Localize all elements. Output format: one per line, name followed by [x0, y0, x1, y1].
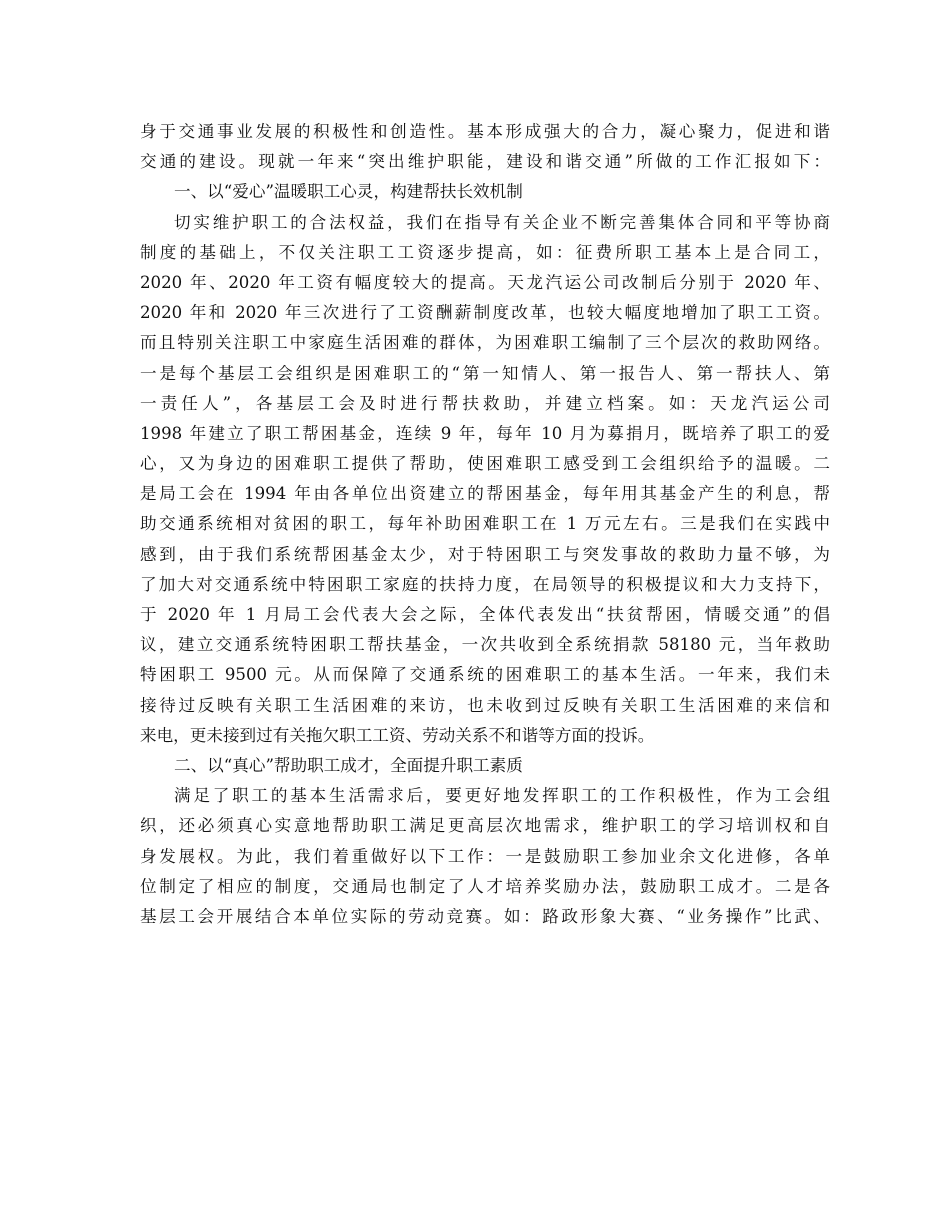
text-line: 是局工会在 1994 年由各单位出资建立的帮困基金，每年用其基金产生的利息，帮: [140, 484, 830, 504]
text-line: 而且特别关注职工中家庭生活困难的群体，为困难职工编制了三个层次的救助网络。: [140, 333, 830, 353]
text-line: 特困职工 9500 元。从而保障了交通系统的困难职工的基本生活。一年来，我们未: [140, 665, 830, 685]
text-line: 身发展权。为此，我们着重做好以下工作：一是鼓励职工参加业余文化进修，各单: [140, 846, 830, 866]
section-heading: 二、以“真心”帮助职工成才，全面提升职工素质: [174, 755, 523, 775]
section-heading: 一、以“爱心”温暖职工心灵，构建帮扶长效机制: [174, 182, 523, 202]
text-line: 1998 年建立了职工帮困基金，连续 9 年，每年 10 月为募捐月，既培养了职工的爱: [140, 423, 830, 443]
text-line: 助交通系统相对贫困的职工，每年补助困难职工在 1 万元左右。三是我们在实践中: [140, 514, 830, 534]
paragraph-first-line: 切实维护职工的合法权益，我们在指导有关企业不断完善集体合同和平等协商: [174, 212, 830, 232]
text-line: 基层工会开展结合本单位实际的劳动竞赛。如：路政形象大赛、“业务操作”比武、: [140, 906, 830, 926]
text-line: 2020 年、2020 年工资有幅度较大的提高。天龙汽运公司改制后分别于 2020 年、: [140, 272, 830, 292]
paragraph-last-line: 来电，更未接到过有关拖欠职工工资、劳动关系不和谐等方面的投诉。: [140, 725, 655, 745]
text-line: 位制定了相应的制度，交通局也制定了人才培养奖励办法，鼓励职工成才。二是各: [140, 876, 830, 896]
text-line: 感到，由于我们系统帮困基金太少，对于特困职工与突发事故的救助力量不够，为: [140, 544, 830, 564]
text-line: 交通的建设。现就一年来“突出维护职能，建设和谐交通”所做的工作汇报如下：: [140, 152, 830, 172]
text-line: 身于交通事业发展的积极性和创造性。基本形成强大的合力，凝心聚力，促进和谐: [140, 122, 830, 141]
text-line: 议，建立交通系统特困职工帮扶基金，一次共收到全系统捐款 58180 元，当年救助: [140, 635, 830, 655]
text-line: 了加大对交通系统中特困职工家庭的扶持力度，在局领导的积极提议和大力支持下，: [140, 574, 830, 594]
text-line: 2020 年和 2020 年三次进行了工资酬薪制度改革，也较大幅度地增加了职工工资。: [140, 303, 830, 323]
text-line: 接待过反映有关职工生活困难的来访，也未收到过反映有关职工生活困难的来信和: [140, 695, 830, 715]
text-line: 织，还必须真心实意地帮助职工满足更高层次地需求，维护职工的学习培训权和自: [140, 816, 830, 836]
text-line: 一是每个基层工会组织是困难职工的“第一知情人、第一报告人、第一帮扶人、第: [140, 363, 830, 383]
paragraph-first-line: 满足了职工的基本生活需求后，要更好地发挥职工的工作积极性，作为工会组: [174, 786, 830, 806]
text-line: 一责任人”，各基层工会及时进行帮扶救助，并建立档案。如：天龙汽运公司: [140, 393, 830, 413]
text-line: 于 2020 年 1 月局工会代表大会之际，全体代表发出“扶贫帮困，情暖交通”的倡: [140, 605, 830, 624]
text-line: 心，又为身边的困难职工提供了帮助，使困难职工感受到工会组织给予的温暖。二: [140, 454, 830, 474]
text-line: 制度的基础上，不仅关注职工工资逐步提高，如：征费所职工基本上是合同工，: [140, 242, 830, 262]
